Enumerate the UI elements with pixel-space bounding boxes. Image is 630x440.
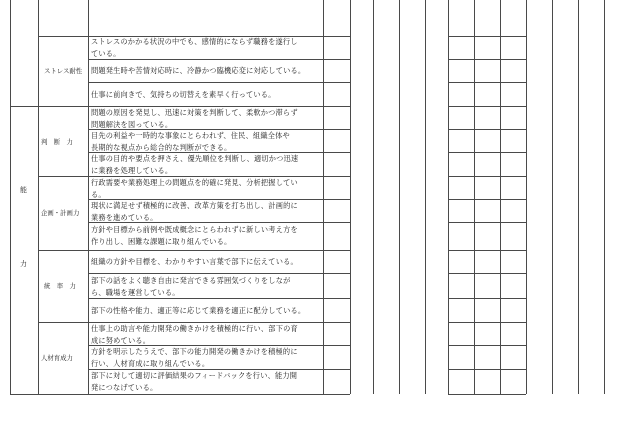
category-planning: 企画・計画力 [41,209,80,217]
item-row-4: 問題の原因を発見し、迅速に対策を判断して、柔軟かつ滞らず 問題解決を図っている。 [91,108,298,129]
row-divider [448,369,526,370]
column-border [323,0,324,394]
group-divider [448,250,526,251]
group-divider [448,176,526,177]
column-border [526,0,527,394]
item-row-7: 行政需要や業務処理上の問題点を的確に発見、分析把握してい る。 [91,178,298,199]
section-divider [448,106,526,107]
column-border [500,0,501,394]
item-row-5: 目先の利益や一時的な事象にとらわれず、住民、組織全体や 長期的な視点から総合的な判断ができる。 [91,131,290,152]
row-divider [88,59,350,60]
column-border [88,0,89,394]
row-divider [88,298,350,299]
category-stress-tolerance: ストレス耐性 [44,67,83,75]
column-border [373,0,374,394]
item-row-13: 仕事上の助言や能力開発の働きかけを積極的に行い、部下の育 成に努めている。 [91,324,298,345]
row-divider [448,129,526,130]
column-border [10,0,11,394]
column-border [38,0,39,394]
row-divider [448,273,526,274]
column-border [474,0,475,394]
category-development: 人材育成力 [41,354,73,362]
item-row-15: 部下に対して適切に評価結果のフィードバックを行い、能力開 発につなげている。 [91,371,298,392]
table-top-border-right [448,36,526,37]
item-row-14: 方針を明示したうえで、部下の能力開発の働きかけを積極的に 行い、人材育成に取り組んでいる。 [91,347,298,368]
row-divider [448,222,526,223]
row-divider [88,82,350,83]
group-divider [38,250,350,251]
table-bottom-border [10,394,350,395]
item-row-10: 組織の方針や目標を、わかりやすい言葉で部下に伝えている。 [91,257,298,266]
row-divider [448,199,526,200]
column-border [578,0,579,394]
row-divider [448,152,526,153]
item-row-11: 部下の話をよく聴き自由に発言できる雰囲気づくりをしなが ら、職場を運営している。 [91,276,291,297]
row-divider [448,82,526,83]
item-row-9: 方針や目標から前例や既成概念にとらわれずに新しい考え方を 作り出し、困難な課題に取り組んでいる。 [91,225,298,246]
row-divider [88,273,350,274]
item-row-3: 仕事に前向きで、気持ちの切替えを素早く行っている。 [91,90,276,99]
row-divider [448,59,526,60]
column-border [350,0,351,394]
item-row-2: 問題発生時や苦情対応時に、冷静かつ臨機応変に対応している。 [91,66,306,75]
column-border [425,0,426,394]
item-row-12: 部下の性格や能力、適正等に応じて業務を適正に配分している。 [91,306,306,315]
column-border [552,0,553,394]
group-divider [448,322,526,323]
table-bottom-border-right [448,394,526,395]
row-divider [448,298,526,299]
column-border [448,0,449,394]
category-judgment: 判 断 力 [41,138,73,146]
row-divider [448,345,526,346]
item-row-1: ストレスのかかる状況の中でも、感情的にならず職務を遂行し ている。 [91,37,298,58]
column-border [399,0,400,394]
item-row-6: 仕事の目的や要点を押さえ、優先順位を判断し、適切かつ迅速 に業務を処理している。 [91,154,299,175]
category-leadership: 統 率 力 [44,282,76,290]
area-label-bottom: 力 [20,260,27,268]
area-label-top: 能 [20,186,27,194]
column-border [604,0,605,394]
item-row-8: 現状に満足せず積極的に改善、改革方策を打ち出し、計画的に 業務を進めている。 [91,201,298,222]
